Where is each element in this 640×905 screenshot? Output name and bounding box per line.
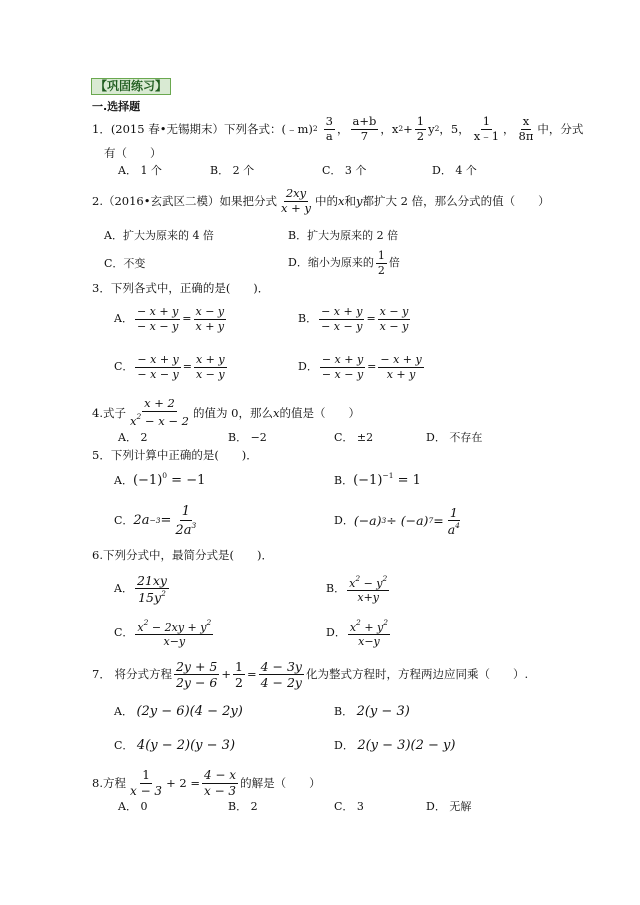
- q7-option-a[interactable]: A． (2y − 6)(4 − 2y): [114, 704, 243, 719]
- q6-option-a[interactable]: A． $\frac{21xy}{15y^2}$: [114, 573, 167, 605]
- q1-line2: 有（ ）: [104, 146, 162, 160]
- section-title: 一.选择题: [92, 100, 141, 113]
- q2-option-c[interactable]: C．不变: [104, 257, 146, 270]
- q1-option-d[interactable]: D． 4 个: [432, 164, 477, 177]
- q1-option-b[interactable]: B． 2 个: [210, 164, 255, 177]
- question-1: 1．(2015 春•无锡期末）下列各式：(﹣m) 2 $\frac{3}{a}$ ， $\frac{a+b}{7}$ ， x 2 + $\frac{1}{2}$ y 2 ，5， $\frac{1}{x﹣1}$ ， $\frac{x}{8\pi}$ 中，分式: [92, 113, 584, 143]
- q8-option-a[interactable]: A． 0: [118, 800, 148, 813]
- question-2: 2.（2016•玄武区二模）如果把分式 $\frac{2xy}{x + y}$ 中的 x 和 y 都扩大 2 倍，那么分式的值（ ）: [92, 185, 550, 215]
- q8-option-c[interactable]: C． 3: [334, 800, 364, 813]
- q1-frac-half: $\frac{1}{2}$: [416, 113, 425, 143]
- q1-frac-x8pi: $\frac{x}{8\pi}$: [518, 113, 534, 143]
- q7-option-c[interactable]: C． 4(y − 2)(y − 3): [114, 738, 236, 753]
- section-header: 【巩固练习】: [91, 78, 171, 95]
- q3-option-c[interactable]: C． $\frac{- x + y}{- x - y}$ = $\frac{x + y}{x - y}$: [114, 353, 225, 381]
- q4-option-d[interactable]: D． 不存在: [426, 431, 483, 444]
- q5-option-d[interactable]: D． (−a) 3 ÷ (−a) 7 = $\frac{1}{a^4}$: [334, 505, 460, 537]
- q1-frac-1xm1: $\frac{1}{x﹣1}$: [473, 113, 500, 143]
- q2-frac: $\frac{2xy}{x + y}$: [281, 185, 311, 215]
- q6-option-b[interactable]: B． $\frac{x^2 - y^2}{x+y}$: [326, 573, 388, 604]
- q2-option-a[interactable]: A．扩大为原来的 4 倍: [104, 229, 214, 242]
- q8-option-d[interactable]: D． 无解: [426, 800, 472, 813]
- q6-option-d[interactable]: D． $\frac{x^2 + y^2}{x-y}$: [326, 617, 389, 648]
- q1-option-c[interactable]: C． 3 个: [322, 164, 367, 177]
- question-6: 6.下列分式中，最简分式是( )．: [92, 548, 273, 562]
- q5-option-b[interactable]: B．$(-1)^{-1} = 1$: [334, 471, 421, 488]
- q8-option-b[interactable]: B． 2: [228, 800, 258, 813]
- question-3: 3．下列各式中，正确的是( )．: [92, 281, 270, 295]
- q7-option-b[interactable]: B． 2(y − 3): [334, 704, 410, 719]
- q2-option-d[interactable]: D．缩小为原来的 $\frac{1}{2}$ 倍: [288, 249, 400, 277]
- question-8: 8.方程 $\frac{1}{x - 3}$ + 2 = $\frac{4 - x}{x - 3}$ 的解是（ ）: [92, 768, 321, 798]
- q5-option-a[interactable]: A．$(-1)^0 = -1$: [114, 471, 206, 488]
- q5-option-c[interactable]: C． 2a −3 = $\frac{1}{2a^3}$: [114, 503, 197, 538]
- q1-frac-ab7: $\frac{a+b}{7}$: [352, 113, 377, 143]
- q1-lead: 1．(2015 春•无锡期末）下列各式：(﹣m): [92, 121, 313, 136]
- q2-option-b[interactable]: B．扩大为原来的 2 倍: [288, 229, 399, 242]
- question-4: 4.式子 $\frac{x + 2}{x^2 - x - 2}$ 的值为 0，那么 x 的值是（ ）: [92, 396, 360, 428]
- q3-option-d[interactable]: D． $\frac{- x + y}{- x - y}$ = $\frac{- x + y}{x + y}$: [298, 353, 422, 381]
- q4-option-c[interactable]: C． ±2: [334, 431, 374, 444]
- q3-option-a[interactable]: A． $\frac{- x + y}{- x - y}$ = $\frac{x - y}{x + y}$: [114, 305, 225, 333]
- q4-option-a[interactable]: A． 2: [118, 431, 148, 444]
- q7-option-d[interactable]: D． 2(y − 3)(2 − y): [334, 738, 456, 753]
- q1-frac-3a: $\frac{3}{a}$: [325, 113, 333, 143]
- q4-option-b[interactable]: B． −2: [228, 431, 267, 444]
- q1-option-a[interactable]: A． 1 个: [118, 164, 162, 177]
- q6-option-c[interactable]: C． $\frac{x^2 - 2xy + y^2}{x-y}$: [114, 617, 212, 648]
- question-7: 7． 将分式方程 $\frac{2y + 5}{2y - 6}$ + $\frac{1}{2}$ = $\frac{4 - 3y}{4 - 2y}$ 化为整式方程时，方程两边应同乘（ ）.: [92, 658, 529, 690]
- q3-option-b[interactable]: B． $\frac{- x + y}{- x - y}$ = $\frac{x - y}{x - y}$: [298, 305, 409, 333]
- question-5: 5．下列计算中正确的是( )．: [92, 448, 258, 462]
